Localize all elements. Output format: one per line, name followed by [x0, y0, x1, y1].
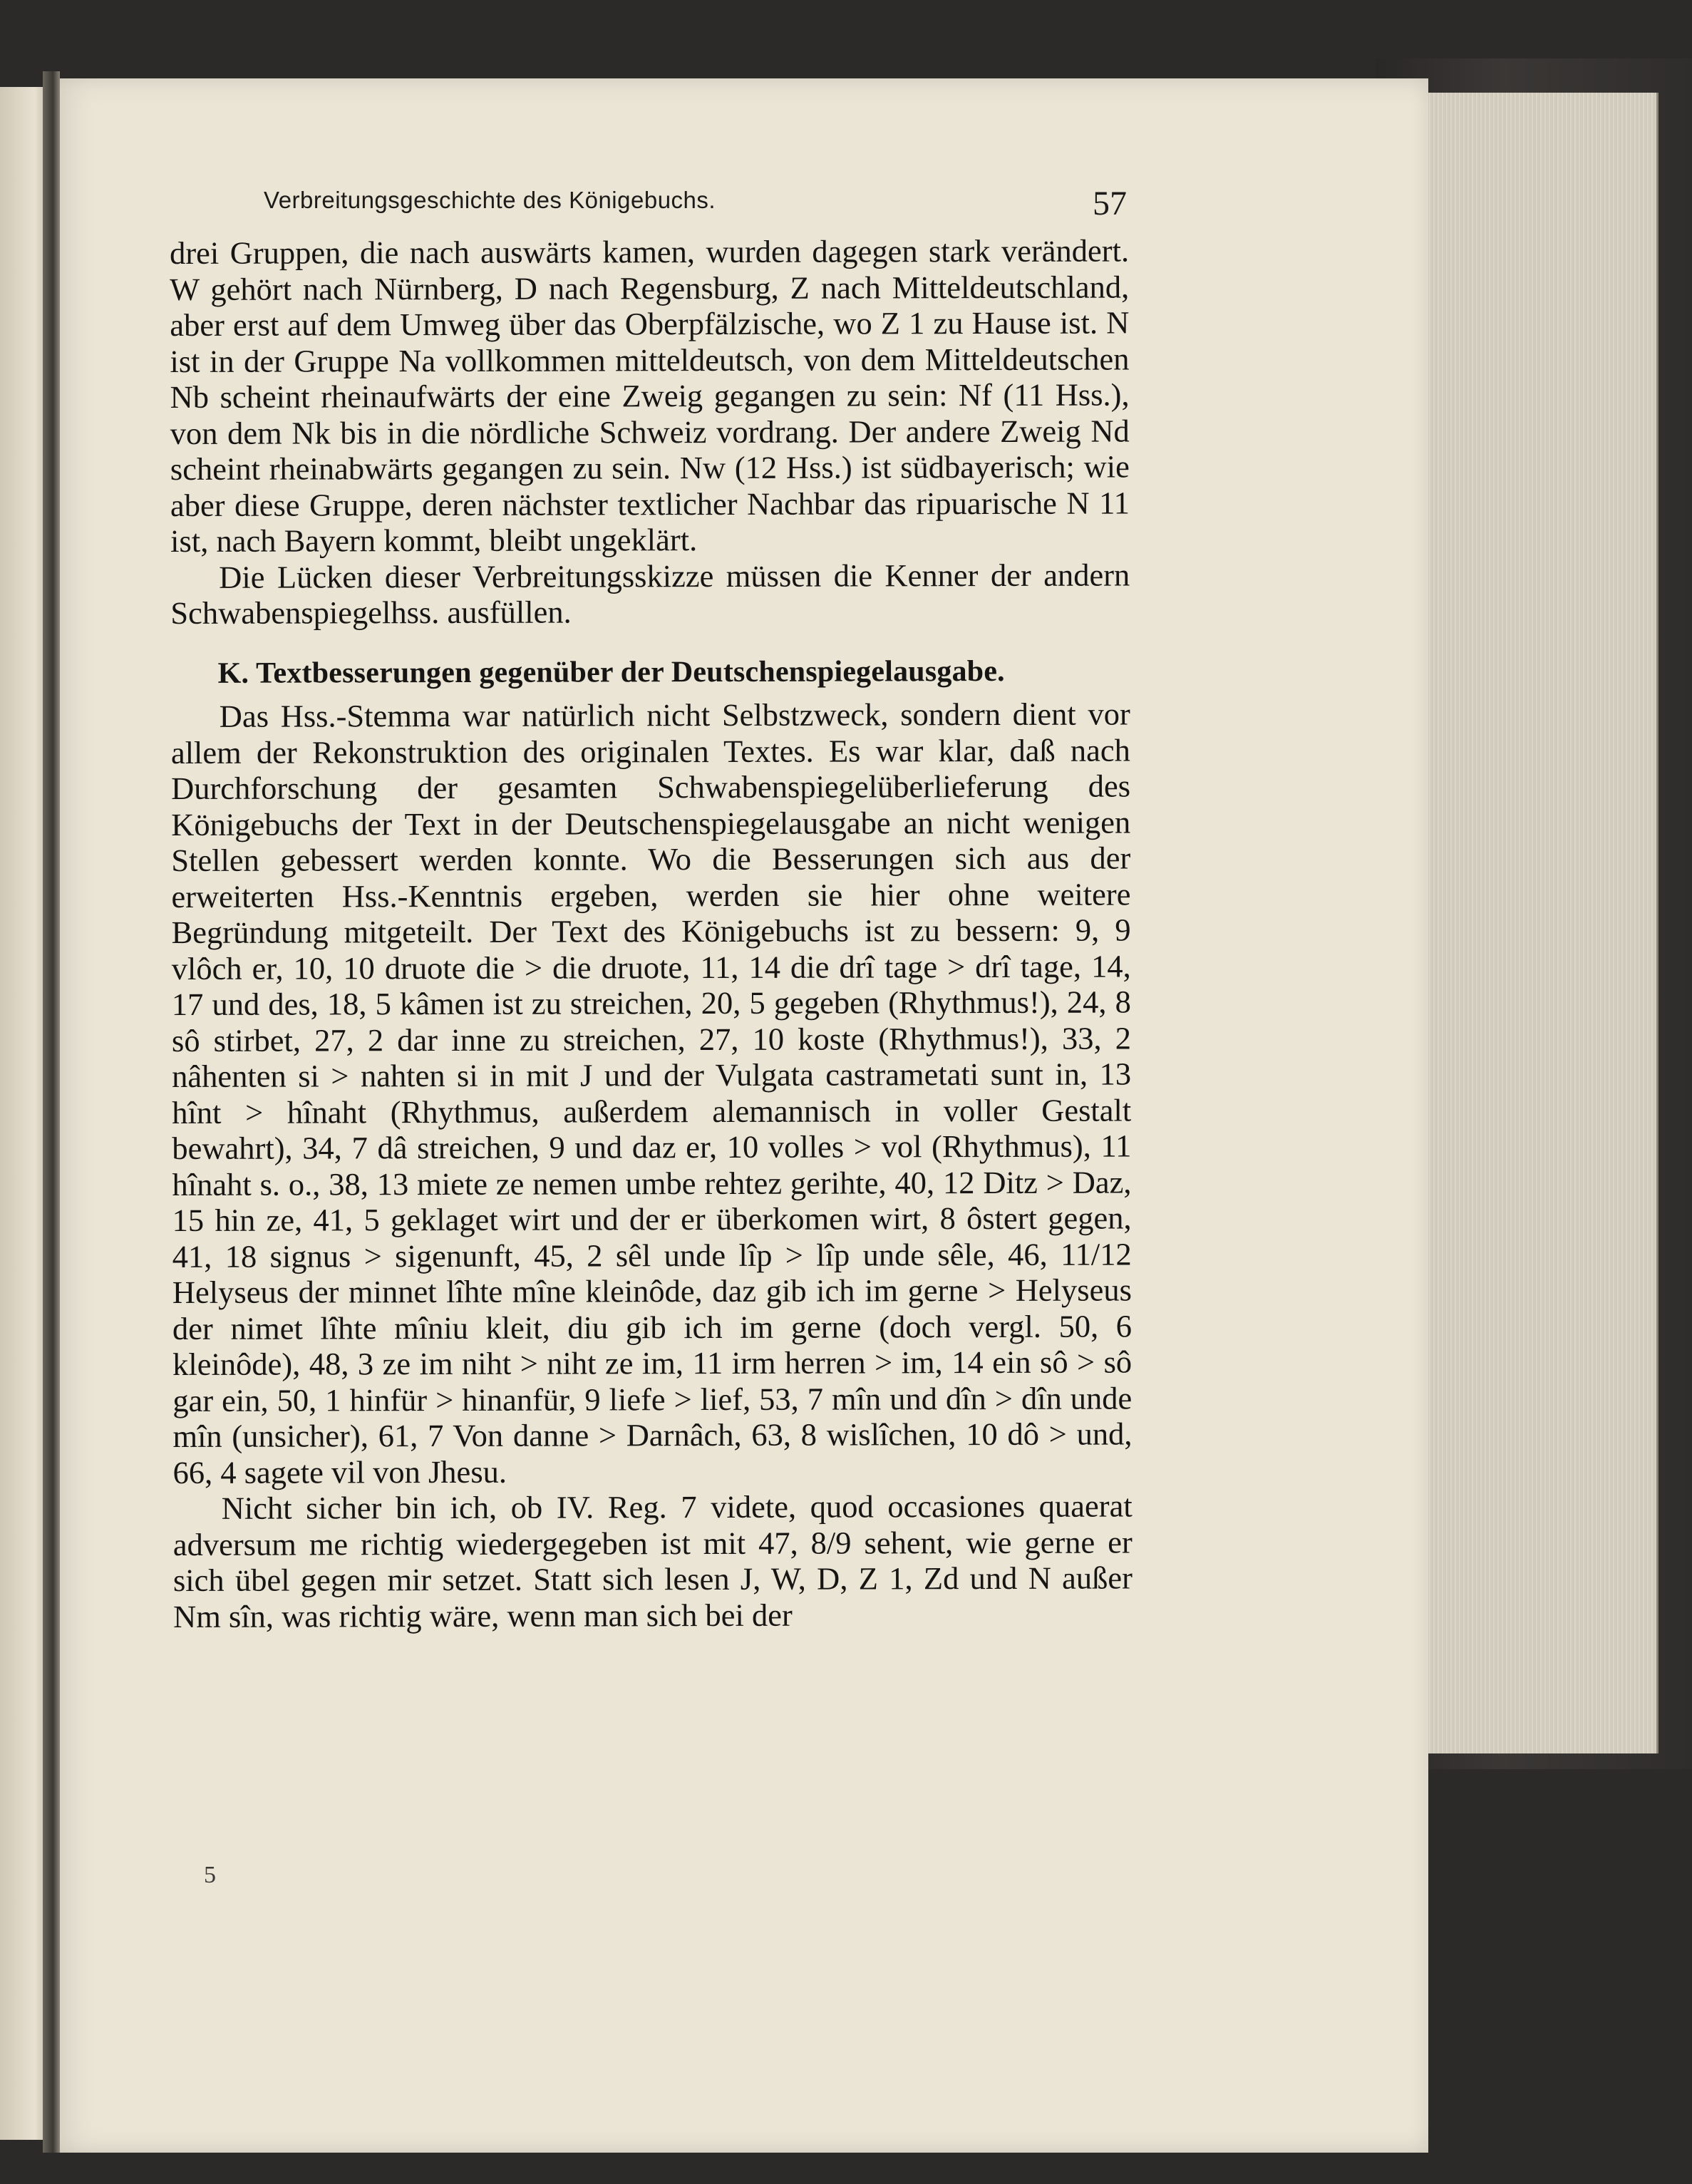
paragraph-text-corrections: Das Hss.-Stemma war natürlich nicht Selbstzweck, sondern dient vor allem der Rekonstruktion des originalen Textes. Es war klar, daß nach Durchforschung der gesamten Schwabenspiegelüberlieferung des Königebuchs der Text in der Deutschenspiegelausgabe an nicht wenigen Stellen gebessert werden konnte. Wo die Besserungen sich aus der erweiterten Hss.-Kenntnis ergeben, werden sie hier ohne weitere Begründung mitgeteilt. Der Text des Königebuchs ist zu bessern: 9, 9 vlôch er, 10, 10 druote die > die druote, 11, 14 die drî tage > drî tage, 14, 17 und des, 18, 5 kâmen ist zu streichen, 20, 5 gegeben (Rhythmus!), 24, 8 sô stirbet, 27, 2 dar inne zu streichen, 27, 10 koste (Rhythmus!), 33, 2 nâhenten si > nahten si in mit J und der Vulgata castrametati sunt in, 13 hînt > hînaht (Rhythmus, außerdem alemannisch in voller Gestalt bewahrt), 34, 7 dâ streichen, 9 und daz er, 10 volles > vol (Rhythmus), 11 hînaht s. o., 38, 13 miete ze nemen umbe rehtez gerihte, 40, 12 Ditz > Daz, 15 hin ze, 41, 5 geklaget wirt und der er überkomen wirt, 8 ôstert gegen, 41, 18 signus > sigenunft, 45, 2 sêl unde lîp > lîp unde sêle, 46, 11/12 Helyseus der minnet lîhte mîne kleinôde, daz gib ich im gerne > Helyseus der nimet lîhte mîniu kleit, diu gib ich im gerne (doch vergl. 50, 6 kleinôde), 48, 3 ze im niht > niht ze im, 11 irm herren > im, 14 ein sô > sô gar ein, 50, 1 hinfür > hinanfür, 9 liefe > lief, 53, 7 mîn und dîn > dîn unde mîn (unsicher), 61, 7 Von danne > Darnâch, 63, 8 wislîchen, 10 dô > und, 66, 4 sagete vil von Jhesu. [170, 696, 1133, 1490]
book-gutter [43, 71, 60, 2153]
signature-mark: 5 [204, 1862, 216, 1888]
page-number: 57 [1093, 185, 1127, 222]
section-heading: K. Textbesserungen gegenüber der Deutschenspiegelausgabe. [217, 654, 1005, 690]
running-head: Verbreitungsgeschichte des Königebuchs. [264, 187, 716, 213]
page-body [170, 232, 1133, 1634]
paragraph-continuation: drei Gruppen, die nach auswärts kamen, wurden dagegen stark verändert. W gehört nach Nürnberg, D nach Regensburg, Z nach Mitteldeutschland, aber erst auf dem Umweg über das Oberpfälzische, wo Z 1 zu Hause ist. N ist in der Gruppe Na vollkommen mitteldeutsch, von dem Mitteldeutschen Nb scheint rheinaufwärts der eine Zweig gegangen zu sein: Nf (11 Hss.), von dem Nk bis in die nördliche Schweiz vordrang. Der andere Zweig Nd scheint rheinabwärts gegangen zu sein. Nw (12 Hss.) ist südbayerisch; wie aber diese Gruppe, deren nächster textlicher Nachbar das ripuarische N 11 ist, nach Bayern kommt, bleibt ungeklärt. [170, 232, 1130, 559]
page-block-edge [1418, 93, 1659, 1753]
paragraph-uncertain-reading: Nicht sicher bin ich, ob IV. Reg. 7 videte, quod occasiones quaerat adversum me richtig wiedergegeben ist mit 47, 8/9 sehent, wie gerne er sich übel gegen mir setzet. Statt sich lesen J, W, D, Z 1, Zd und N außer Nm sîn, was richtig wäre, wenn man sich bei der [172, 1488, 1133, 1634]
paragraph-lacunae: Die Lücken dieser Verbreitungsskizze müssen die Kenner der andern Schwabenspiegelhss. ausfüllen. [170, 556, 1130, 631]
